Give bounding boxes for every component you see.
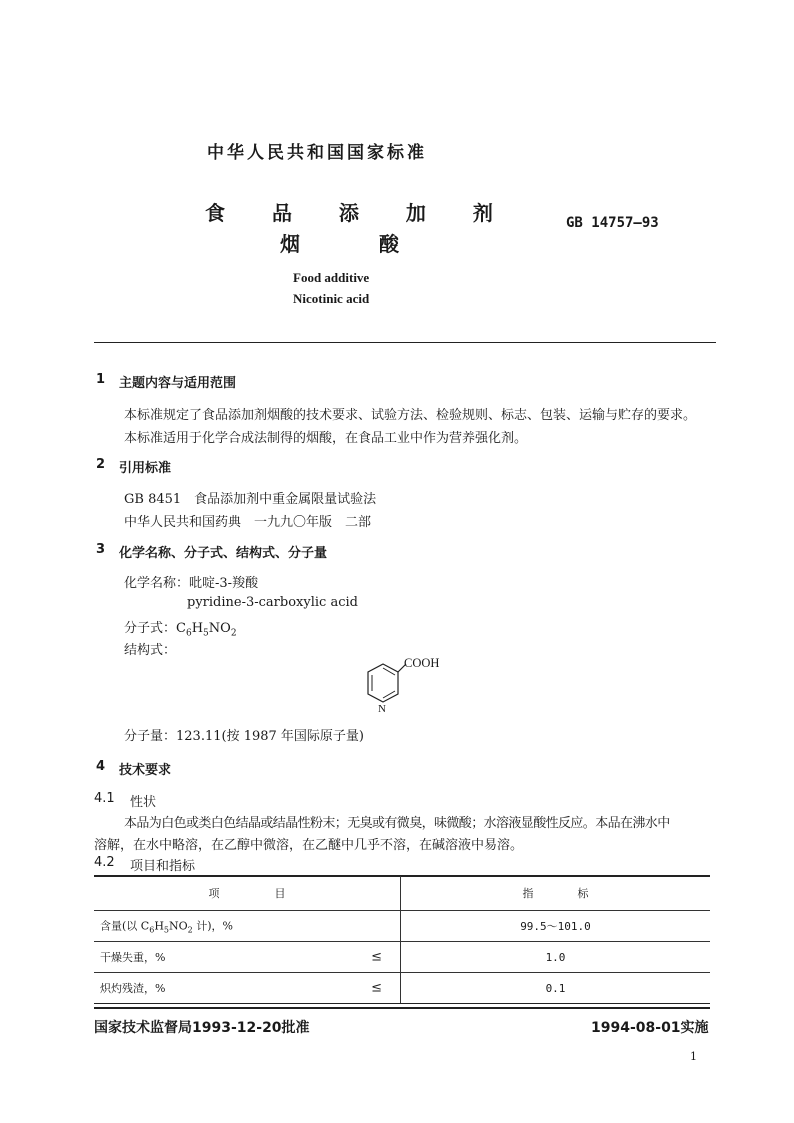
row-value-content: 99.5～101.0 (401, 911, 711, 942)
english-title-line2: Nicotinic acid (293, 291, 370, 306)
section-4-heading: 技术要求 (119, 763, 172, 778)
formula-h-subscript: 5 (203, 628, 209, 639)
document-title: 食 品 添 加 剂 (205, 201, 513, 225)
table-row (94, 942, 710, 973)
molecular-weight: 分子量：123.11(按 1987 年国际原子量) (124, 729, 364, 744)
section-2-heading: 引用标准 (119, 461, 172, 476)
formula-c-subscript: 6 (185, 628, 192, 639)
table-row (94, 911, 710, 942)
formula-o-subscript: 2 (230, 628, 237, 639)
row-value-residue: 0.1 (401, 973, 711, 1004)
appearance-line-1: 本品为白色或类白色结晶或结晶性粉末；无臭或有微臭，味微酸；水溶液显酸性反应。本品在沸水中 (124, 816, 670, 831)
subsection-4-2-heading: 项目和指标 (130, 859, 196, 874)
table-header-row (94, 876, 710, 911)
subsection-4-1-heading: 性状 (130, 795, 157, 810)
row-item-residue: 炽灼残渣，% (100, 982, 166, 995)
chemical-name-line (124, 572, 258, 591)
formula-h: H (191, 621, 204, 636)
section-3-number: 3 (96, 542, 106, 557)
column-header-item: 项 目 (94, 876, 401, 911)
section-4-number: 4 (96, 759, 106, 774)
formula-no: NO (208, 621, 231, 636)
row-item-content: 含量(以 $C_6H_5NO_2$ 计)，% (100, 919, 233, 935)
national-standard-heading: 中华人民共和国国家标准 (207, 143, 427, 163)
section-2-number: 2 (96, 457, 106, 472)
implementation-date: 1994-08-01实施 (591, 1020, 709, 1036)
document-title-subtitle: 烟 酸 (280, 232, 435, 256)
subsection-4-1-number: 4.1 (94, 791, 115, 806)
header-divider (94, 342, 716, 343)
section-1-paragraph-1: 本标准规定了食品添加剂烟酸的技术要求、试验方法、检验规则、标志、包装、运输与贮存的要求。 (124, 408, 697, 423)
page-number: 1 (690, 1050, 697, 1063)
appearance-line-2: 溶解，在水中略溶，在乙醇中微溶，在乙醚中几乎不溶，在碱溶液中易溶。 (94, 838, 524, 853)
reference-2: 中华人民共和国药典 一九九〇年版 二部 (124, 515, 372, 530)
specification-table (94, 876, 710, 1004)
structure-carboxyl-label: COOH (404, 656, 440, 670)
chemical-name-label: 化学名称： (124, 576, 190, 591)
less-equal-symbol: ≤ (371, 980, 382, 996)
row-value-moisture: 1.0 (401, 942, 711, 973)
section-3-heading: 化学名称、分子式、结构式、分子量 (119, 546, 328, 561)
column-header-spec: 指 标 (401, 876, 711, 911)
section-1-paragraph-2: 本标准适用于化学合成法制得的烟酸，在食品工业中作为营养强化剂。 (124, 431, 528, 446)
chemical-name-english: pyridine-3-carboxylic acid (187, 595, 358, 610)
footer-rule-bottom (94, 1007, 710, 1009)
formula-c: C (176, 621, 186, 636)
less-equal-symbol: ≤ (371, 949, 382, 965)
subsection-4-2-number: 4.2 (94, 855, 115, 870)
table-row (94, 973, 710, 1004)
row-item-moisture: 干燥失重，% (100, 951, 166, 964)
english-title-line1: Food additive (293, 270, 370, 285)
structure-label: 结构式： (124, 643, 177, 658)
reference-1: GB 8451 食品添加剂中重金属限量试验法 (124, 492, 377, 507)
standard-code: GB 14757—93 (566, 215, 659, 231)
approval-statement: 国家技术监督局1993-12-20批准 (94, 1020, 310, 1036)
formula-label: 分子式： (124, 621, 177, 636)
footer-rule-top (94, 1003, 710, 1004)
molecular-formula-line (124, 617, 237, 639)
structure-nitrogen-label: N (378, 703, 386, 715)
chemical-name: 吡啶-3-羧酸 (189, 576, 259, 591)
section-1-heading: 主题内容与适用范围 (119, 376, 237, 391)
section-1-number: 1 (96, 372, 106, 387)
